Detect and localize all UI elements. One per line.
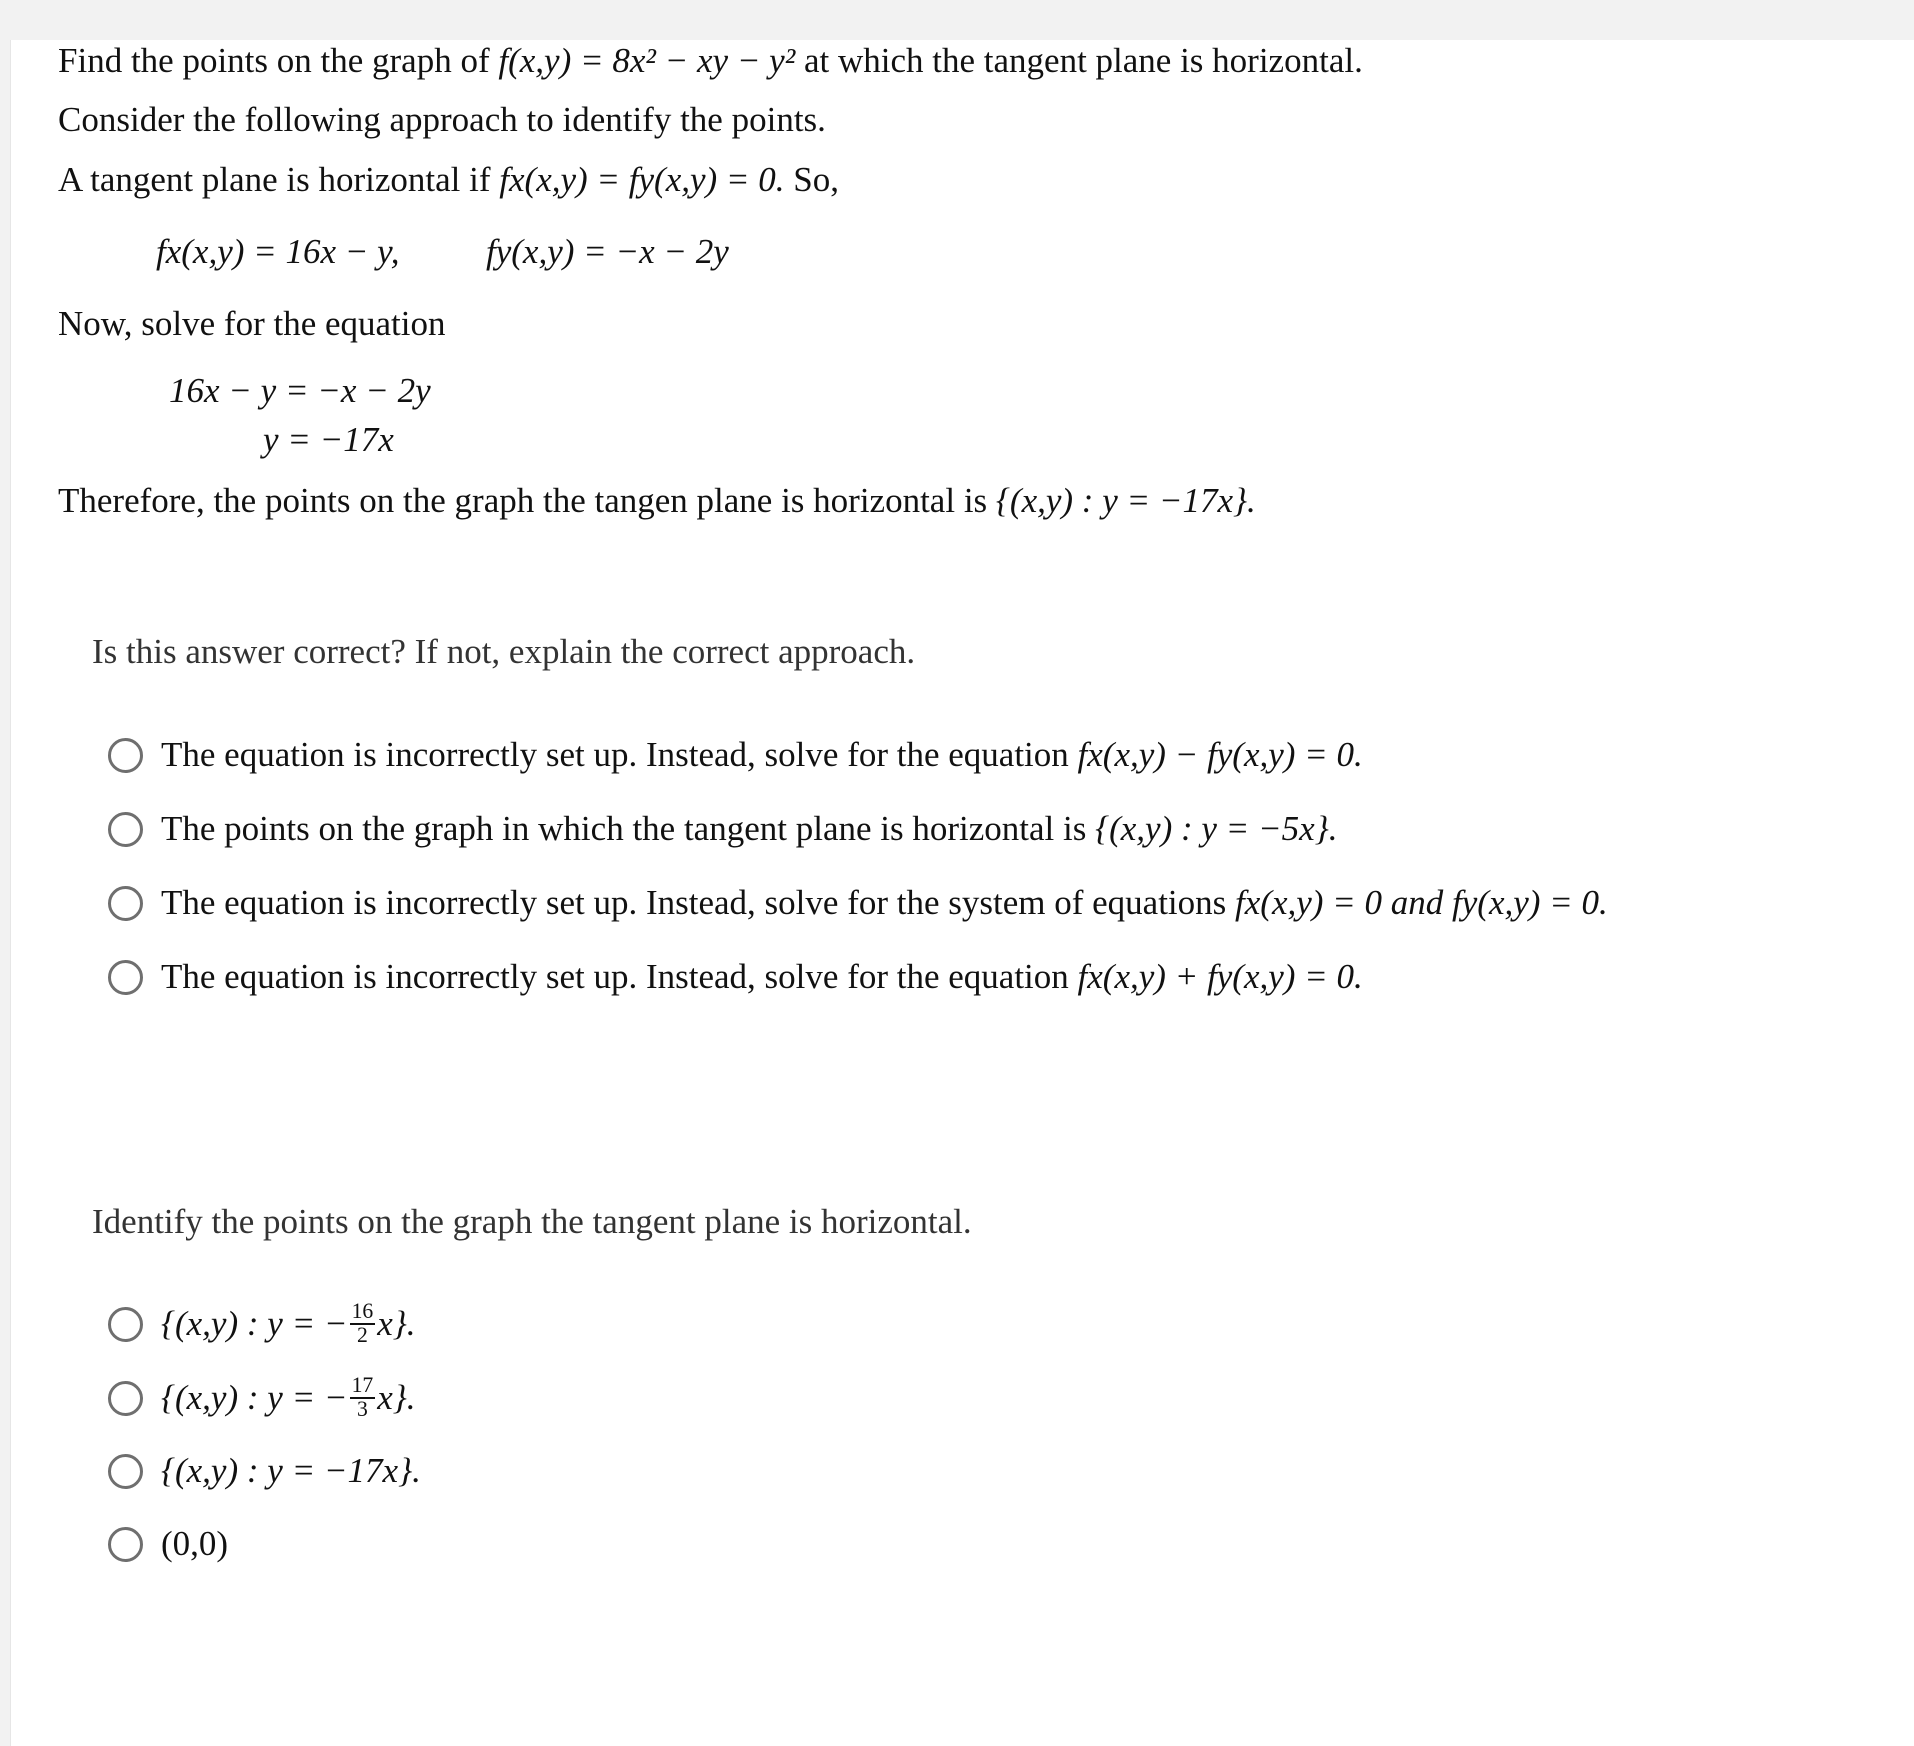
denominator: 2 [356, 1323, 368, 1347]
fraction [350, 1375, 376, 1420]
option-expression: fx(x,y) − fy(x,y) = 0. [1077, 735, 1363, 774]
condition-expression: fx(x,y) = fy(x,y) = 0. [499, 160, 785, 199]
q1-option-3[interactable] [108, 878, 1608, 928]
option-expression: fx(x,y) + fy(x,y) = 0. [1077, 957, 1363, 996]
option-suffix: x}. [377, 1304, 416, 1343]
condition-text: A tangent plane is horizontal if [58, 160, 491, 199]
option-expression: fx(x,y) = 0 and fy(x,y) = 0. [1235, 883, 1608, 922]
option-suffix: x}. [377, 1378, 416, 1417]
numerator: 16 [351, 1299, 374, 1324]
radio-button[interactable] [108, 738, 143, 773]
equation-1: 16x − y = −x − 2y [169, 371, 431, 410]
q1-option-4[interactable] [108, 952, 1363, 1002]
option-expression: {(x,y) : y = −5x}. [1095, 809, 1338, 848]
option-text: The equation is incorrectly set up. Instead, solve for the system of equations [161, 883, 1227, 922]
option-expression: {(x,y) : y = −17x}. [161, 1451, 421, 1490]
option-text: The points on the graph in which the tangent plane is horizontal is [161, 809, 1087, 848]
approach-text: Consider the following approach to identify the points. [58, 100, 826, 139]
radio-button[interactable] [108, 1527, 143, 1562]
q2-option-2[interactable] [108, 1373, 416, 1423]
option-prefix: {(x,y) : y = − [161, 1304, 348, 1343]
function-expression: f(x,y) = 8x² − xy − y² [498, 41, 796, 80]
radio-button[interactable] [108, 960, 143, 995]
question2-prompt: Identify the points on the graph the tangent plane is horizontal. [92, 1202, 972, 1241]
option-text: The equation is incorrectly set up. Instead, solve for the equation [161, 735, 1069, 774]
fx-derivative: fx(x,y) = 16x − y, [156, 232, 400, 271]
intro-suffix: at which the tangent plane is horizontal. [803, 41, 1363, 80]
q2-option-3[interactable] [108, 1446, 421, 1496]
radio-button[interactable] [108, 812, 143, 847]
conclusion-prefix: Therefore, the points on the graph the tangen plane is horizontal is [58, 481, 988, 520]
fraction [350, 1301, 376, 1346]
solve-text: Now, solve for the equation [58, 304, 446, 343]
intro-prefix: Find the points on the graph of [58, 41, 490, 80]
numerator: 17 [351, 1373, 374, 1398]
equation-2: y = −17x [263, 420, 394, 459]
q2-option-1[interactable] [108, 1299, 416, 1349]
radio-button[interactable] [108, 886, 143, 921]
radio-button[interactable] [108, 1381, 143, 1416]
conclusion-expression: {(x,y) : y = −17x}. [995, 481, 1256, 520]
q1-option-1[interactable] [108, 730, 1363, 780]
condition-line [58, 159, 839, 201]
option-expression: (0,0) [161, 1524, 229, 1563]
denominator: 3 [356, 1397, 368, 1421]
q1-option-2[interactable] [108, 804, 1337, 854]
conclusion-line [58, 480, 1256, 522]
problem-page [10, 40, 1914, 1746]
problem-statement [58, 40, 1363, 82]
radio-button[interactable] [108, 1307, 143, 1342]
option-text: The equation is incorrectly set up. Instead, solve for the equation [161, 957, 1069, 996]
condition-suffix: So, [793, 160, 840, 199]
radio-button[interactable] [108, 1454, 143, 1489]
fy-derivative: fy(x,y) = −x − 2y [486, 232, 729, 271]
question1-prompt: Is this answer correct? If not, explain the correct approach. [92, 632, 916, 671]
q2-option-4[interactable] [108, 1519, 228, 1569]
option-prefix: {(x,y) : y = − [161, 1378, 348, 1417]
